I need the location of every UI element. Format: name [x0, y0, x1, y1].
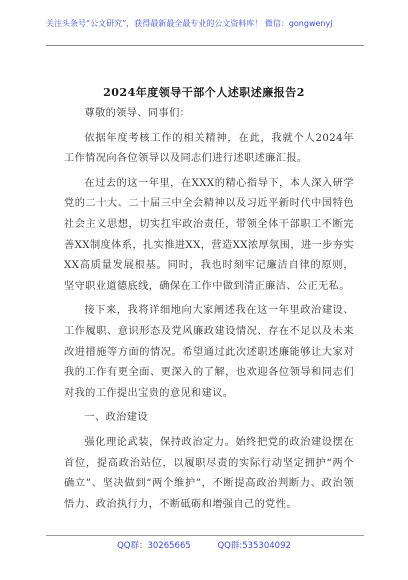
footer: [0, 539, 408, 551]
header-divider: [46, 45, 364, 46]
paragraph-review: 在过去的这一年里，在XXX的精心指导下，本人深入研学党的二十大、二十届三中全会精神以及习近平新时代中国特色社会主义思想，切实扛牢政治责任，带领全体干部职工不断完善XX制度体系，扎实推进XX，营造XX浓厚氛围，进一步夯实XX高质量发展根基。同时，我也时刻牢记廉洁自律的原则，坚守职业道德底线，确保在工作中做到清正廉洁、公正无私。: [64, 177, 354, 292]
document-title: 2024年度领导干部个人述职述廉报告2: [103, 86, 305, 99]
header-banner: 关注头条号“公文研究”，获得最新最全最专业的公文资料库！ 微信：gongwenyj: [46, 19, 333, 28]
document-body: [64, 104, 354, 519]
footer-divider: [46, 535, 364, 536]
paragraph-outline: 接下来，我将详细地向大家阐述我在这一年里政治建设、工作履职、意识形态及党风廉政建设情况、存在不足以及未来改进措施等方面的情况。希望通过此次述职述廉能够让大家对我的工作有更全面、更深入的了解，也欢迎各位领导和同志们对我的工作提出宝贵的意见和建议。: [64, 305, 354, 399]
paragraph-intro: 依据年度考核工作的相关精神，在此，我就个人2024年工作情况向各位领导以及同志们进行述职述廉汇报。: [64, 132, 354, 165]
section-heading-political: 一、政治建设: [84, 412, 148, 424]
paragraph-political: 强化理论武装，保持政治定力。始终把党的政治建设摆在首位，提高政治站位，以履职尽责的实际行动坚定拥护“两个确立”、坚决做到“两个维护”，不断提高政治判断力、政治领悟力、政治执行力，不断砥砺和增强自己的党性。: [64, 436, 354, 510]
footer-qq-group-1: QQ群：30265665: [117, 541, 191, 551]
footer-qq-group-2: QQ群:535304092: [217, 541, 291, 551]
salutation: 尊敬的领导、同事们：: [84, 108, 191, 119]
